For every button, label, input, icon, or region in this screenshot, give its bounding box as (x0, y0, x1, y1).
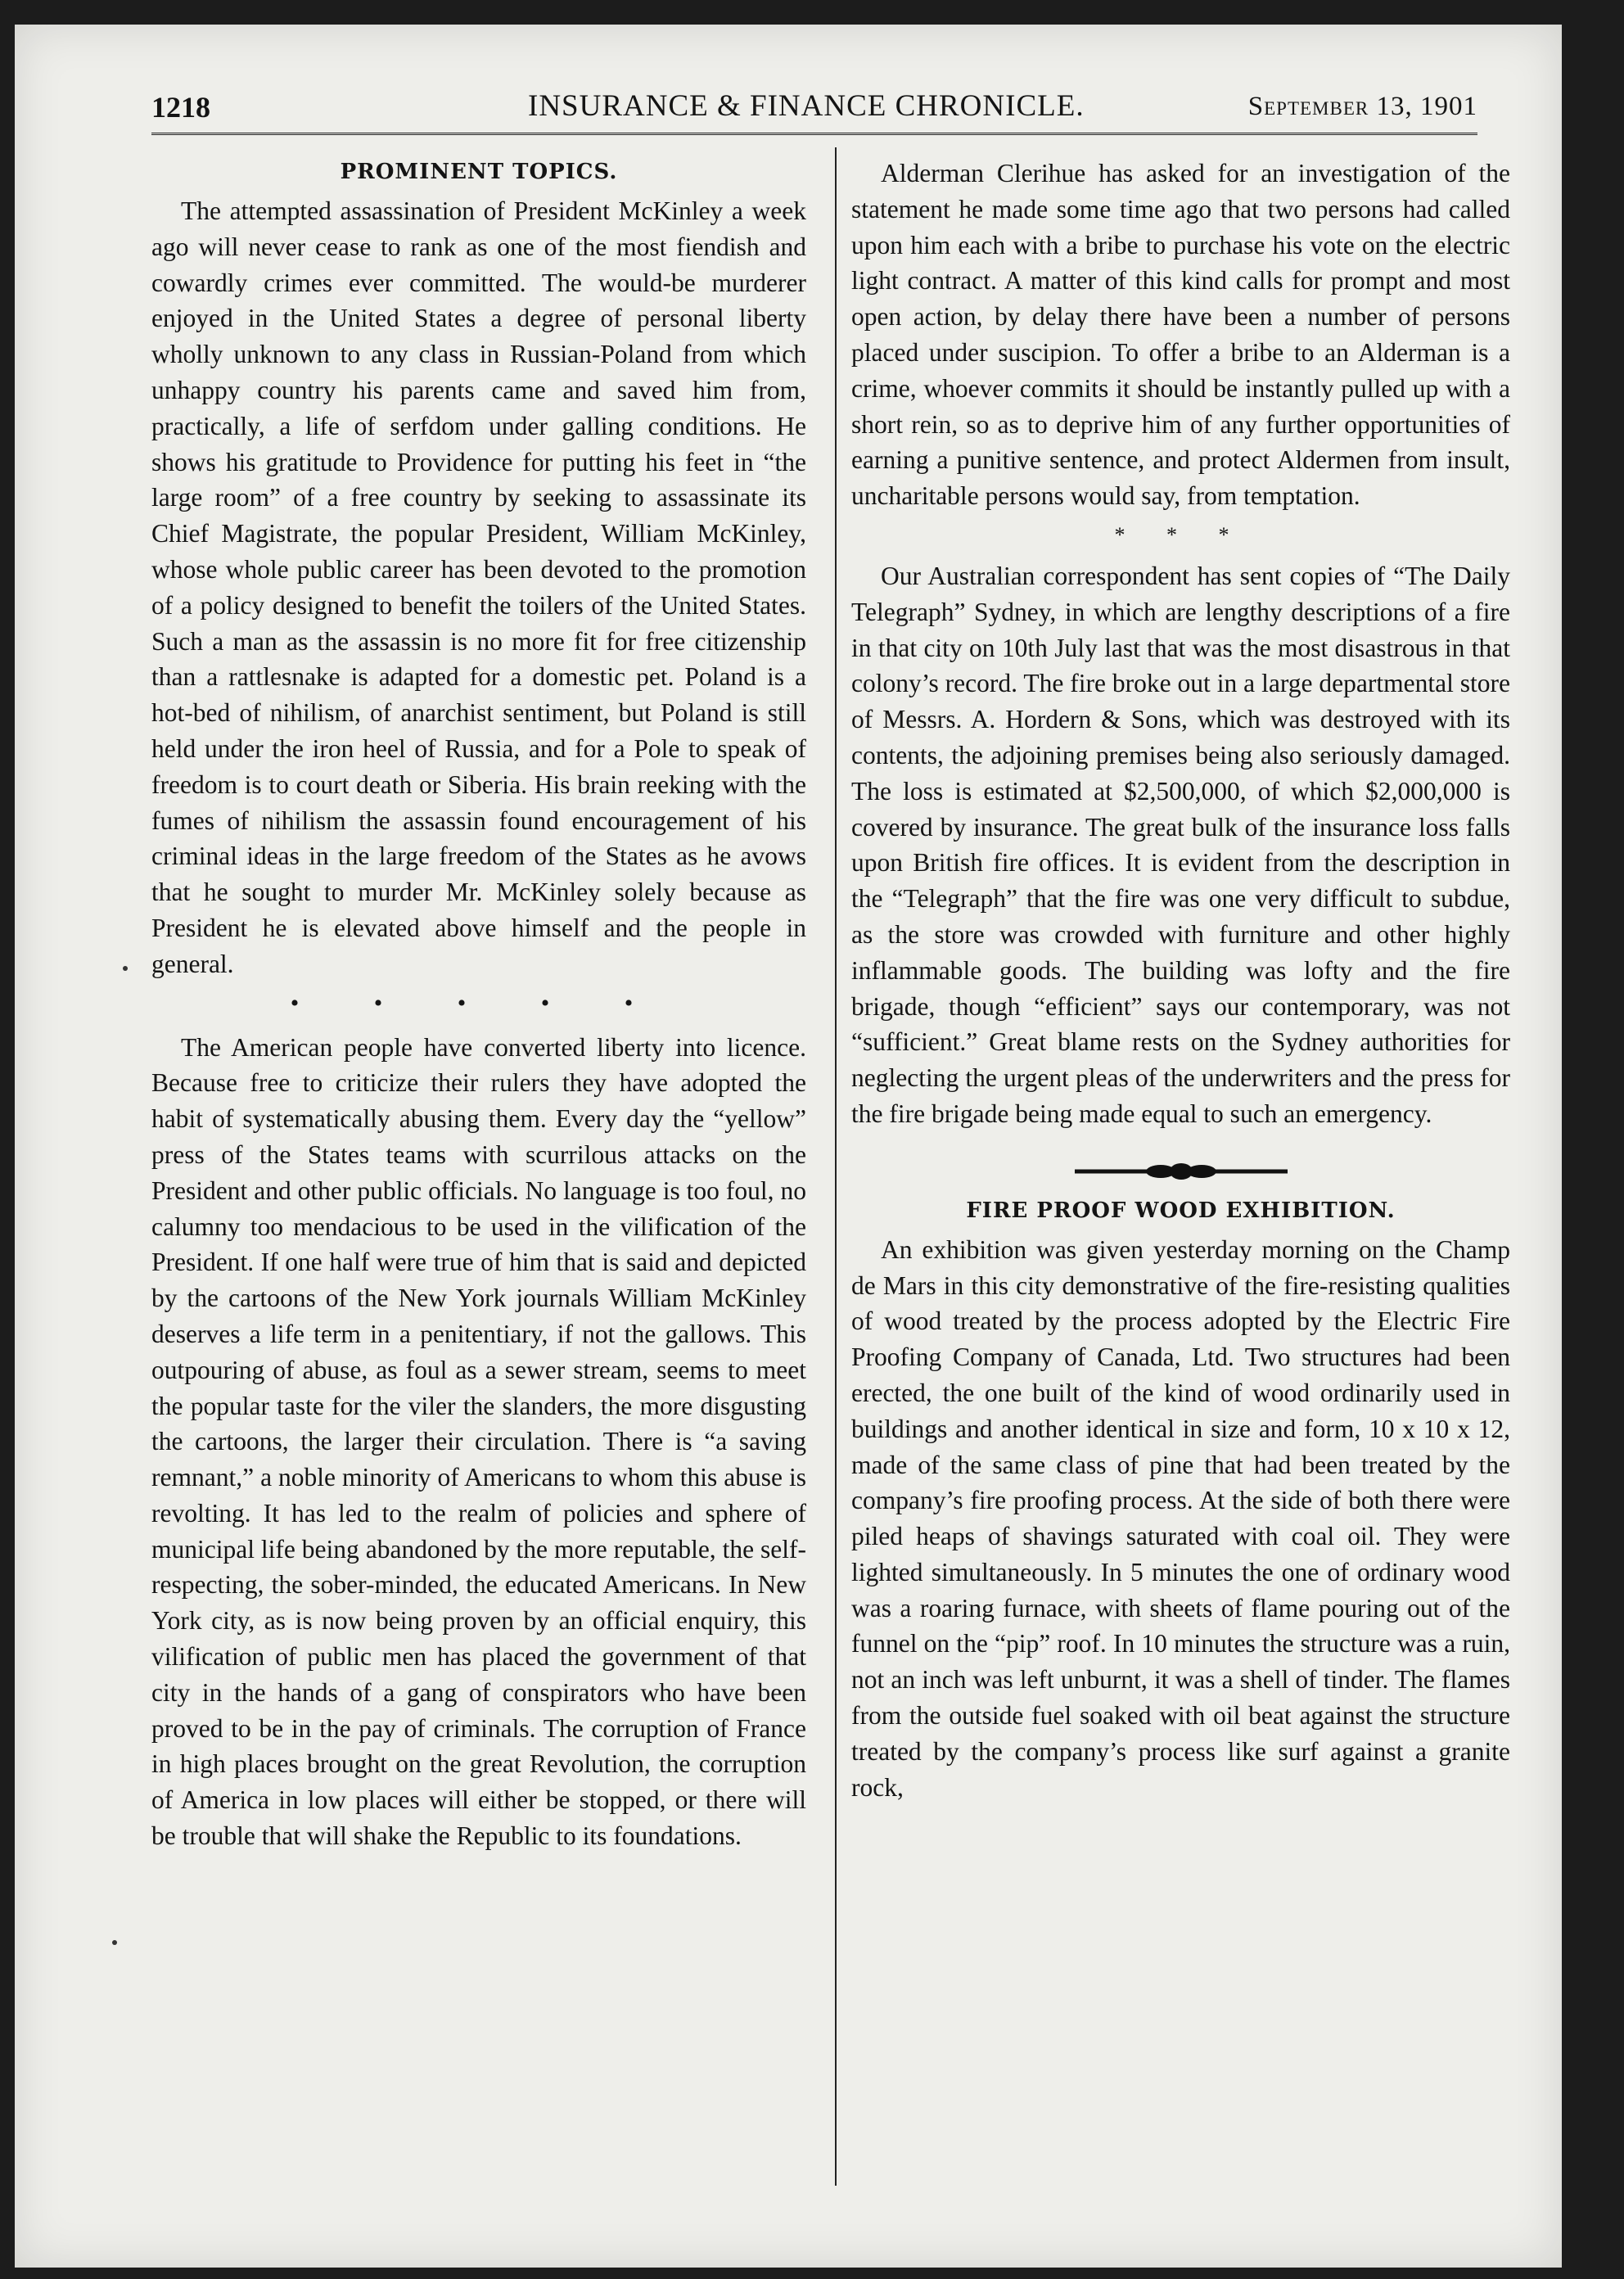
page-number: 1218 (151, 91, 210, 124)
article-paragraph: Alderman Clerihue has asked for an investigation of the statement he made some time ago that two persons had called upon him each with a bribe to purchase his vote on the electric light contract. A matter of this kind calls for prompt and most open action, by delay there have been a number of persons placed under suscipion. To offer a bribe to an Alderman is a crime, whoever commits it should be instantly pulled up with a short rein, so as to deprive him of any further opportunities of earning a punitive sentence, and protect Aldermen from insult, uncharitable persons would say, from temptation. (851, 159, 1510, 511)
article-paragraph: The attempted assassination of President McKinley a week ago will never cease to rank as one of the most fiendish and cowardly crimes ever committed. The would-be murderer enjoyed in the United States a degree of personal liberty wholly unknown to any class in Russian-Poland from which unhappy country his parents came and saved him from, practically, a life of serfdom under galling conditions. He shows his gratitude to Providence for putting his feet in “the large room” of a free country by seeking to assassinate its Chief Magistrate, the popular President, William McKinley, whose whole public career has been devoted to the promotion of a policy designed to benefit the toilers of the United States. Such a man as the assassin is no more fit for free citizenship than a rattlesnake is adapted for a domestic pet. Poland is a hot-bed of nihilism, of anarchist sentiment, but Poland is still held under the iron heel of Russia, and for a Pole to speak of freedom is to court death or Siberia. His brain reeking with the fumes of nihilism the assassin found encouragement of his criminal ideas in the large freedom of the States as he avows that he sought to murder Mr. McKinley solely because as President he is elevated above himself and the people in general. (151, 196, 806, 978)
article-paragraph: The American people have converted liberty into licence. Because free to criticize their rulers they have adopted the habit of systematically abusing them. Every day the “yellow” press of the States teams with scurrilous attacks on the President and other public officials. No language is too foul, no calumny too mendacious to be used in the vilification of the President. If one half were true of him that is said and depicted by the cartoons of the New York journals William McKinley deserves a life term in a penitentiary, if not the gallows. This outpouring of abuse, as foul as a sewer stream, seems to meet the popular taste for the viler the slanders, the more disgusting the cartoons, the larger their circulation. There is “a saving remnant,” a noble minority of Americans to whom this abuse is revolting. It has led to the realm of policies and sphere of municipal life being abandoned by the more reputable, the self-respecting, the sober-minded, the educated Americans. In New York city, as is now being proven by an official enquiry, this vilification of public men has placed the government of that city in the hands of a gang of conspirators who have been proved to be in the pay of criminals. The corruption of France in high places brought on the great Revolution, the corruption of America in low places will either be stopped, or there will be trouble that will shake the Republic to its foundations. (151, 1032, 806, 1851)
fire-proof-heading: FIRE PROOF WOOD EXHIBITION. (966, 1198, 1396, 1223)
right-column (835, 156, 1510, 1805)
left-column (151, 156, 806, 1854)
article-paragraph: Our Australian correspondent has sent copies of “The Daily Telegraph” Sydney, in which are lengthy descriptions of a fire in that city on 10th July last that was the most disastrous in that colony’s record. The fire broke out in a large departmental store of Messrs. A. Hordern & Sons, which was destroyed with its contents, the adjoining premises being also seriously damaged. The loss is estimated at $2,500,000, of which $2,000,000 is covered by insurance. The great bulk of the insurance loss falls upon British fire offices. It is evident from the description in the “Telegraph” that the fire was one very difficult to subdue, as the store was crowded with furniture and other highly inflammable goods. The building was lofty and the fire brigade, though “efficient” says our contemporary, was not “sufficient.” Great blame rests on the Sydney authorities for neglecting the urgent pleas of the underwriters and the press for the fire brigade being made equal to such an emergency. (851, 561, 1510, 1128)
section-separator: • • • • • (290, 989, 668, 1017)
header-rule (151, 133, 1477, 135)
margin-mark (123, 966, 128, 971)
section-separator: * * * (1114, 522, 1247, 547)
ornamental-rule (1075, 1163, 1288, 1180)
publication-title: INSURANCE & FINANCE CHRONICLE. (528, 89, 1085, 123)
prominent-topics-heading: PROMINENT TOPICS. (340, 160, 618, 184)
article-paragraph: An exhibition was given yesterday morning on the Champ de Mars in this city demonstrative of the fire-resisting qualities of wood treated by the process adopted by the Electric Fire Proofing Company of Canada, Ltd. Two structures had been erected, the one built of the kind of wood ordinarily used in buildings and another identical in size and form, 10 x 10 x 12, made of the same class of pine that had been treated by the company’s fire proofing process. At the side of both there were piled heaps of shavings saturated with coal oil. They were lighted simultaneously. In 5 minutes the one of ordinary wood was a roaring furnace, with sheets of flame pouring out of the funnel on the “pip” roof. In 10 minutes the structure was a ruin, not an inch was left unburnt, it was a shell of tinder. The flames from the outside fuel soaked with oil beat against the structure treated by the company’s process like surf against a granite rock, (851, 1234, 1510, 1802)
page-header (135, 82, 1477, 131)
issue-date: September 13, 1901 (1247, 92, 1477, 121)
margin-mark (112, 1940, 117, 1945)
